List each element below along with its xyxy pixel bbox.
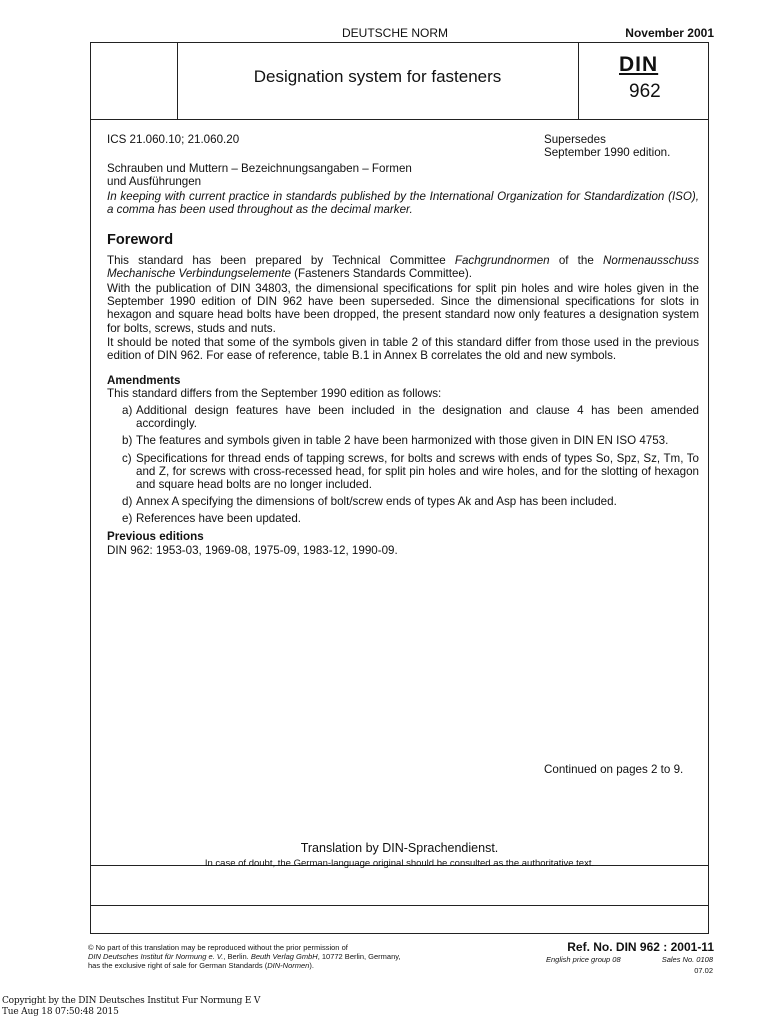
ics-code: ICS 21.060.10; 21.060.20: [107, 133, 240, 146]
copyright-watermark: [2, 996, 260, 1018]
title-bottom-rule: [91, 119, 708, 120]
continued-note: Continued on pages 2 to 9.: [544, 763, 684, 776]
title-right-divider: [578, 43, 579, 119]
amendment-label: e): [122, 512, 133, 526]
amendments-list: [122, 404, 699, 526]
amendment-text: The features and symbols given in table 2 have been harmonized with those given in DIN EN ISO 4753.: [136, 434, 669, 448]
foreword-p1-text: This standard has been prepared by Technical Committee: [107, 254, 455, 267]
previous-editions-heading: Previous editions: [107, 530, 204, 543]
amendment-label: c): [122, 451, 132, 465]
copyright-text: , Berlin.: [223, 952, 251, 961]
supersedes-label: Supersedes: [544, 133, 606, 146]
beuth-verlag-name: Beuth Verlag GmbH: [250, 952, 318, 961]
foreword-p1-text-3: (Fasteners Standards Committee).: [290, 267, 472, 281]
iso-decimal-note: In keeping with current practice in standards published by the International Organization for Standardization (ISO), a comma has been used throughout as the decimal marker.: [107, 190, 699, 217]
amendment-item-c: [122, 452, 699, 492]
din-number: 962: [629, 81, 661, 102]
foreword-paragraph-2: With the publication of DIN 34803, the dimensional specifications for split pin holes and wire holes given in the September 1990 edition of DIN 962 have been superseded. Since the dimensional specifications for slots in hexagon and square head bolts have been dropped, the present standard now only features a designation system for bolts, screws, studs and nuts.: [107, 282, 699, 335]
amendment-text: Annex A specifying the dimensions of bolt/screw ends of types Ak and Asp has been included.: [136, 495, 617, 509]
amendments-heading: Amendments: [107, 374, 181, 387]
amendment-text: References have been updated.: [136, 512, 302, 526]
document-title: Designation system for fasteners: [253, 67, 502, 86]
sales-number: Sales No. 0108: [661, 955, 713, 964]
amendment-text: Specifications for thread ends of tapping screws, for bolts and screws with ends of types So, Spz, Sz, Tm, To and Z, for screws with cross-recessed head, for split pin holes and wire holes, and for the slotting of hexagon and square head bolts are no longer included.: [136, 451, 699, 492]
foreword-heading: Foreword: [107, 232, 174, 248]
german-title-line2: und Ausführungen: [107, 175, 202, 189]
supersedes-edition: September 1990 edition.: [544, 146, 671, 159]
watermark-line-2: Tue Aug 18 07:50:48 2015: [2, 1007, 119, 1017]
standards-body-name: Normenausschuss Mechanische Verbindungselemente: [107, 254, 700, 281]
amendment-item-b: [122, 434, 699, 447]
foreword-paragraph-1: [107, 254, 699, 280]
foreword-p1-text-2: of the: [549, 254, 603, 267]
amendment-item-d: [122, 495, 699, 508]
amendment-item-e: [122, 512, 699, 525]
copyright-text-end: , 10772 Berlin, Germany,: [317, 952, 401, 961]
standard-type-label: DEUTSCHE NORM: [342, 26, 449, 40]
copyright-line-1: © No part of this translation may be reproduced without the prior permission of: [88, 943, 348, 952]
amendment-label: b): [122, 434, 133, 448]
amendment-label: d): [122, 495, 133, 509]
din-institute-name: DIN Deutsches Institut für Normung e. V.: [88, 952, 224, 961]
copyright-notice: [88, 943, 468, 970]
amendment-item-a: [122, 404, 699, 430]
footer-bottom-rule: [91, 905, 708, 906]
reference-number: Ref. No. DIN 962 : 2001-11: [567, 940, 714, 954]
publication-date: November 2001: [625, 26, 714, 40]
amendments-intro: This standard differs from the September 1990 edition as follows:: [107, 387, 442, 400]
amendment-text: Additional design features have been included in the designation and clause 4 has been amended accordingly.: [136, 404, 699, 431]
watermark-line-1: Copyright by the DIN Deutsches Institut Fur Normung E V: [2, 996, 261, 1006]
copyright-line-2: [88, 952, 468, 961]
translation-title: Translation by DIN-Sprachendienst.: [300, 841, 499, 855]
translation-note: In case of doubt, the German-language original should be consulted as the authoritative text.: [204, 858, 595, 869]
din-normen-label: DIN-Normen: [267, 961, 310, 970]
amendment-label: a): [122, 404, 133, 417]
copyright-line-3: [88, 961, 468, 970]
din-logo: DIN: [619, 53, 659, 76]
copyright-text: has the exclusive right of sale for German Standards (: [88, 961, 268, 970]
german-title-line1: Schrauben und Muttern – Bezeichnungsangaben – Formen: [107, 162, 412, 175]
document-code: 07.02: [694, 966, 713, 975]
german-title: [107, 162, 699, 188]
foreword-paragraph-3: It should be noted that some of the symbols given in table 2 of this standard differ from those used in the previous edition of DIN 962. For ease of reference, table B.1 in Annex B correlates the old and new symbols.: [107, 336, 699, 363]
committee-name: Fachgrundnormen: [454, 254, 550, 267]
price-group: English price group 08: [546, 955, 621, 964]
previous-editions-list: DIN 962: 1953-03, 1969-08, 1975-09, 1983-12, 1990-09.: [107, 544, 398, 557]
copyright-text-end: ).: [309, 961, 314, 970]
